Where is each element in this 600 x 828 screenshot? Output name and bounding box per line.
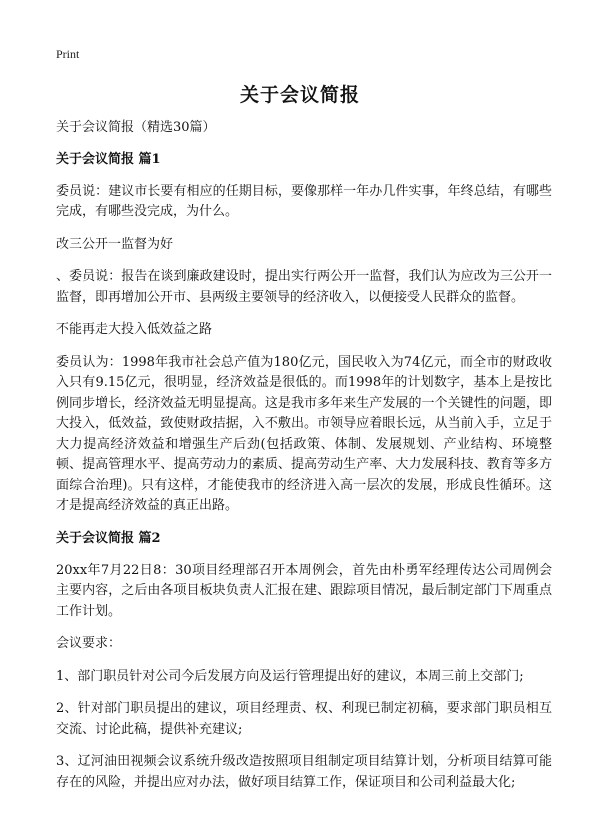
section-2-requirement-1: 1、部门职员针对公司今后发展方向及运行管理提出好的建议，本周三前上交部门; xyxy=(56,668,524,684)
section-2-requirements-label: 会议要求： xyxy=(56,636,122,651)
document-body xyxy=(56,118,552,805)
section-1-subheading-1: 改三公开一监督为好 xyxy=(56,236,174,252)
print-link[interactable]: Print xyxy=(56,47,80,61)
section-1-paragraph-2: 、委员说：报告在谈到廉政建设时，提出实行两公开一监督，我们认为应改为三公开一监督，即再增加公开市、县两级主要领导的经济收入，以便接受人民群众的监督。 xyxy=(56,269,552,305)
section-2-heading: 关于会议简报 篇2 xyxy=(56,530,161,546)
document-subtitle: 关于会议简报（精选30篇） xyxy=(56,120,216,135)
section-1-subheading-2: 不能再走大投入低效益之路 xyxy=(56,322,213,337)
section-2-requirement-3: 3、辽河油田视频会议系统升级改造按照项目组制定项目结算计划，分析项目结算可能存在的风险，并提出应对办法，做好项目结算工作，保证项目和公司利益最大化; xyxy=(56,754,552,790)
section-1-heading: 关于会议简报 篇1 xyxy=(56,151,161,167)
section-2-requirement-2: 2、针对部门职员提出的建议，项目经理责、权、利现已制定初稿，要求部门职员相互交流、讨论此稿，提供补充建议; xyxy=(56,701,552,737)
section-1-paragraph-3: 委员认为：1998年我市社会总产值为180亿元，国民收入为74亿元，而全市的财政收入只有9.15亿元，很明显，经济效益是很低的。而1998年的计划数字，基本上是按比例同步增长，经济效益无明显提高。这是我市多年来生产发展的一个关键性的问题，即大投入，低效益，致使财政拮据，入不敷出。市领导应着眼长远，从当前入手，立足于大力提高经济效益和增强生产后劲(包括政策、体制、发展规划、产业结构、环境整顿、提高管理水平、提高劳动力的素质、提高劳动生产率、大力发展科技、教育等多方面综合治理)。只有这样，才能使我市的经济进入高一层次的发展，形成良性循环。这才是提高经济效益的真正出路。 xyxy=(56,354,552,513)
document-title: 关于会议简报 xyxy=(239,84,360,106)
section-2-paragraph-1: 20xx年7月22日8：30项目经理部召开本周例会，首先由朴勇军经理传达公司周例会主要内容，之后由各项目板块负责人汇报在建、跟踪项目情况，最后制定部门下周重点工作计划。 xyxy=(56,562,552,619)
section-1-paragraph-1: 委员说：建议市长要有相应的任期目标，要像那样一年办几件实事，年终总结，有哪些完成，有哪些没完成，为什么。 xyxy=(56,183,552,219)
